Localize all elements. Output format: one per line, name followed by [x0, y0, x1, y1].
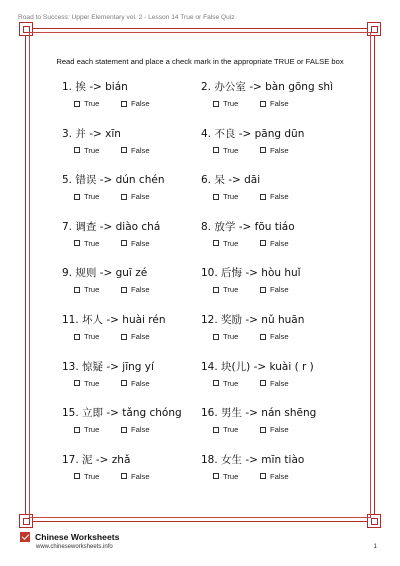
footer-brand — [20, 532, 119, 542]
false-option[interactable] — [121, 192, 168, 201]
true-label: True — [84, 192, 100, 202]
true-checkbox-icon[interactable] — [74, 101, 80, 107]
quiz-item — [201, 221, 351, 248]
quiz-statement: 17. 泥 -> zhǎ — [62, 453, 131, 466]
true-option[interactable] — [74, 379, 121, 388]
frame-corner-ornament — [19, 22, 33, 36]
true-option[interactable] — [213, 285, 260, 294]
quiz-statement: 9. 规则 -> guī zé — [62, 267, 148, 280]
answer-options — [62, 239, 212, 248]
false-label: False — [270, 425, 289, 435]
brand-url: www.chineseworksheets.info — [36, 544, 113, 550]
false-label: False — [270, 192, 289, 202]
true-option[interactable] — [213, 146, 260, 155]
false-option[interactable] — [260, 99, 307, 108]
false-checkbox-icon[interactable] — [260, 194, 266, 200]
quiz-statement: 2. 办公室 -> bàn gōng shì — [201, 81, 333, 93]
quiz-statement: 1. 挨 -> bián — [62, 81, 128, 93]
true-option[interactable] — [213, 379, 260, 388]
true-checkbox-icon[interactable] — [74, 287, 80, 293]
false-option[interactable] — [121, 239, 168, 248]
brand-name: Chinese Worksheets — [35, 532, 120, 542]
answer-options — [201, 99, 351, 108]
quiz-statement: 11. 坏人 -> huài rén — [62, 314, 166, 326]
quiz-item — [201, 361, 351, 388]
false-checkbox-icon[interactable] — [260, 427, 266, 433]
true-label: True — [223, 99, 239, 108]
answer-options — [62, 192, 212, 201]
quiz-statement: 14. 块(儿) -> kuài ( r ) — [201, 360, 314, 373]
quiz-statement: 13. 惊疑 -> jīng yí — [62, 360, 154, 373]
quiz-item — [201, 454, 351, 481]
false-option[interactable] — [260, 239, 307, 248]
true-option[interactable] — [74, 285, 121, 294]
true-checkbox-icon[interactable] — [74, 427, 80, 433]
checkmark-logo-icon — [20, 532, 30, 542]
true-checkbox-icon[interactable] — [74, 380, 80, 386]
false-label: False — [131, 192, 150, 202]
true-label: True — [223, 238, 239, 248]
quiz-statement: 8. 放学 -> fōu tiáo — [201, 220, 295, 233]
true-checkbox-icon[interactable] — [74, 240, 80, 246]
true-checkbox-icon[interactable] — [213, 287, 219, 293]
false-label: False — [131, 332, 150, 341]
true-option[interactable] — [74, 472, 121, 481]
false-checkbox-icon[interactable] — [121, 194, 127, 200]
frame-corner-ornament — [367, 514, 381, 528]
false-option[interactable] — [260, 472, 307, 481]
true-label: True — [84, 285, 100, 295]
true-checkbox-icon[interactable] — [213, 473, 219, 479]
true-label: True — [84, 145, 100, 155]
quiz-item — [201, 81, 351, 108]
answer-options — [62, 332, 212, 341]
quiz-statement: 12. 奖励 -> nǔ huān — [201, 314, 305, 326]
false-label: False — [270, 285, 289, 295]
true-checkbox-icon[interactable] — [74, 473, 80, 479]
frame-corner-ornament — [19, 514, 33, 528]
answer-options — [62, 472, 212, 481]
true-checkbox-icon[interactable] — [213, 427, 219, 433]
worksheet-frame — [25, 28, 375, 522]
quiz-item — [62, 267, 212, 294]
false-label: False — [131, 471, 150, 481]
quiz-item — [201, 267, 351, 294]
quiz-statement: 4. 不良 -> pāng dūn — [201, 127, 305, 140]
true-checkbox-icon[interactable] — [213, 101, 219, 107]
answer-options — [201, 379, 351, 388]
false-option[interactable] — [260, 146, 307, 155]
true-option[interactable] — [213, 99, 260, 108]
quiz-statement: 10. 后悔 -> hòu huǐ — [201, 267, 301, 280]
false-checkbox-icon[interactable] — [121, 101, 127, 107]
false-label: False — [270, 378, 289, 388]
answer-options — [201, 146, 351, 155]
false-option[interactable] — [121, 472, 168, 481]
answer-options — [201, 425, 351, 434]
quiz-item — [62, 454, 212, 481]
quiz-item — [201, 128, 351, 155]
false-label: False — [131, 378, 150, 388]
quiz-statement: 16. 男生 -> nán shēng — [201, 407, 317, 420]
true-label: True — [84, 471, 100, 481]
true-checkbox-icon[interactable] — [213, 334, 219, 340]
false-label: False — [131, 285, 150, 295]
false-label: False — [131, 238, 150, 248]
false-label: False — [270, 332, 289, 341]
false-checkbox-icon[interactable] — [260, 240, 266, 246]
true-checkbox-icon[interactable] — [74, 147, 80, 153]
false-checkbox-icon[interactable] — [260, 473, 266, 479]
true-option[interactable] — [213, 472, 260, 481]
false-option[interactable] — [260, 425, 307, 434]
true-label: True — [84, 238, 100, 248]
false-label: False — [270, 145, 289, 155]
answer-options — [62, 146, 212, 155]
false-checkbox-icon[interactable] — [260, 334, 266, 340]
false-checkbox-icon[interactable] — [121, 287, 127, 293]
false-option[interactable] — [260, 285, 307, 294]
true-label: True — [84, 378, 100, 388]
true-option[interactable] — [74, 332, 121, 341]
true-option[interactable] — [213, 239, 260, 248]
false-option[interactable] — [121, 379, 168, 388]
true-label: True — [223, 378, 239, 388]
true-option[interactable] — [74, 146, 121, 155]
false-option[interactable] — [260, 332, 307, 341]
true-label: True — [223, 425, 239, 435]
answer-options — [62, 379, 212, 388]
answer-options — [201, 332, 351, 341]
true-label: True — [223, 285, 239, 295]
true-label: True — [223, 192, 239, 202]
quiz-statement: 15. 立即 -> tǎng chóng — [62, 407, 182, 420]
quiz-item — [201, 407, 351, 434]
quiz-statement: 7. 调查 -> diào chá — [62, 220, 161, 233]
true-checkbox-icon[interactable] — [213, 240, 219, 246]
true-option[interactable] — [213, 425, 260, 434]
frame-corner-ornament — [367, 22, 381, 36]
true-label: True — [223, 145, 239, 155]
document-header-title: Road to Success: Upper Elementary vol. 2 - Lesson 14 True or False Quiz — [18, 14, 235, 21]
false-label: False — [270, 238, 289, 248]
false-option[interactable] — [121, 332, 168, 341]
true-label: True — [84, 332, 100, 341]
false-label: False — [131, 145, 150, 155]
true-label: True — [223, 332, 239, 341]
true-label: True — [84, 425, 100, 435]
true-checkbox-icon[interactable] — [74, 194, 80, 200]
quiz-item — [62, 361, 212, 388]
answer-options — [201, 239, 351, 248]
quiz-item — [201, 314, 351, 341]
true-label: True — [223, 471, 239, 481]
false-option[interactable] — [121, 285, 168, 294]
false-label: False — [131, 99, 150, 108]
answer-options — [62, 99, 212, 108]
false-label: False — [270, 99, 289, 108]
true-option[interactable] — [74, 239, 121, 248]
quiz-statement: 18. 女生 -> mīn tiào — [201, 453, 305, 466]
false-checkbox-icon[interactable] — [121, 473, 127, 479]
false-checkbox-icon[interactable] — [260, 101, 266, 107]
false-checkbox-icon[interactable] — [260, 287, 266, 293]
quiz-statement: 6. 呆 -> dāi — [201, 174, 261, 187]
quiz-statement: 3. 并 -> xīn — [62, 127, 121, 140]
answer-options — [201, 192, 351, 201]
answer-options — [62, 285, 212, 294]
answer-options — [201, 472, 351, 481]
false-checkbox-icon[interactable] — [121, 240, 127, 246]
false-checkbox-icon[interactable] — [260, 147, 266, 153]
false-option[interactable] — [260, 379, 307, 388]
true-option[interactable] — [213, 332, 260, 341]
true-checkbox-icon[interactable] — [213, 194, 219, 200]
false-label: False — [131, 425, 150, 435]
false-checkbox-icon[interactable] — [260, 380, 266, 386]
false-checkbox-icon[interactable] — [121, 147, 127, 153]
quiz-item — [62, 314, 212, 341]
false-label: False — [270, 471, 289, 481]
quiz-item — [62, 221, 212, 248]
true-option[interactable] — [74, 99, 121, 108]
true-checkbox-icon[interactable] — [213, 147, 219, 153]
true-option[interactable] — [74, 192, 121, 201]
false-option[interactable] — [121, 99, 168, 108]
page-number: 1 — [373, 543, 377, 550]
quiz-item — [62, 174, 212, 201]
true-label: True — [84, 99, 100, 108]
answer-options — [62, 425, 212, 434]
quiz-item — [62, 407, 212, 434]
quiz-statement: 5. 错误 -> dún chén — [62, 174, 165, 187]
instructions-text: Read each statement and place a check mark in the appropriate TRUE or FALSE box — [56, 57, 344, 66]
true-option[interactable] — [213, 192, 260, 201]
false-option[interactable] — [121, 425, 168, 434]
true-checkbox-icon[interactable] — [213, 380, 219, 386]
false-checkbox-icon[interactable] — [121, 380, 127, 386]
false-option[interactable] — [260, 192, 307, 201]
true-option[interactable] — [74, 425, 121, 434]
quiz-item — [62, 81, 212, 108]
quiz-item — [62, 128, 212, 155]
false-option[interactable] — [121, 146, 168, 155]
quiz-item — [201, 174, 351, 201]
false-checkbox-icon[interactable] — [121, 334, 127, 340]
false-checkbox-icon[interactable] — [121, 427, 127, 433]
answer-options — [201, 285, 351, 294]
true-checkbox-icon[interactable] — [74, 334, 80, 340]
